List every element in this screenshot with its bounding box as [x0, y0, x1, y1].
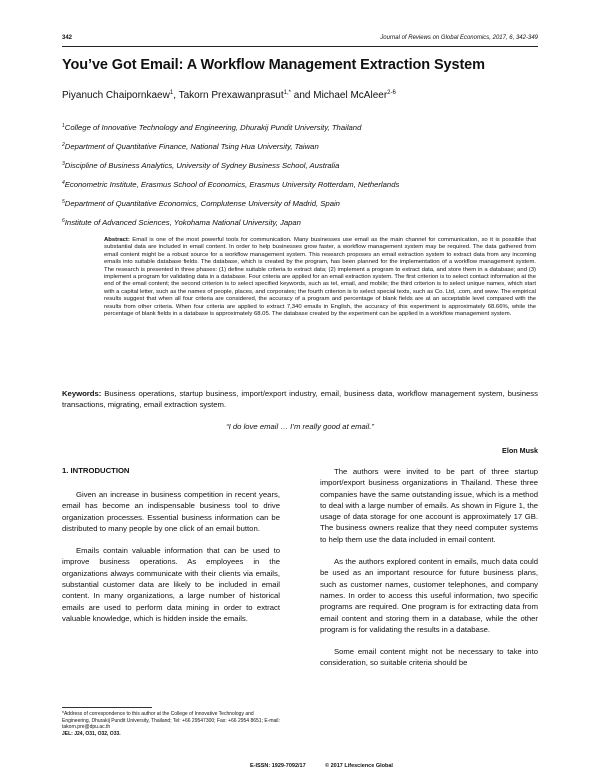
author-name: Michael McAleer — [313, 90, 388, 101]
affiliation-text: College of Innovative Technology and Engineering, Dhurakij Pundit University, Thailand — [64, 123, 362, 132]
affiliation-mark: 6 — [62, 218, 65, 224]
body-paragraph: Given an increase in business competition in recent years, email has become an indispensable business tool to drive organization processes. Essential business information can be distributed to many people by one click of an email button. — [62, 490, 280, 533]
affiliation — [62, 199, 340, 208]
author-list — [62, 90, 396, 101]
affiliation — [62, 180, 399, 189]
affiliation-mark: 2 — [62, 142, 65, 148]
affiliation-mark: 1 — [62, 123, 65, 129]
affiliation — [62, 123, 361, 132]
body-paragraph: Some email content might not be necessary to take into consideration, so suitable criteria should be — [320, 647, 538, 668]
affiliation-text: Discipline of Business Analytics, University of Sydney Business School, Australia — [64, 161, 340, 170]
affiliation — [62, 142, 319, 151]
abstract-text: Email is one of the most powerful tools for communication. Many businesses use email as the main channel for communication, so it is possible that substantial data are included in email content. In order to help businesses grow faster, a workflow management system may be required. The data gathered from email content might be a robust source for a workflow management system. This research proposes an email extraction system to extract data from any incoming emails into suitable database fields. The database, which is created by the program, has been planned for the implementation of a workflow management system. The research is presented in three phases: (1) define suitable criteria to extract data; (2) implement a program to extract data, and store them in a database; and (3) implement a program for validating data in a database. Four criteria are applied for an email extraction system. The first criterion is to select contact information at the end of the email content; the second criterion is to select specified keywords, such as tel, email, and mobile; the third criterion is to select unique names, which start with a capital letter, such as the names of people, places, and corporates; the fourth criterion is to select special texts, such as Co. Ltd, .com, and www. The empirical results suggest that when all four criteria are considered, the accuracy of a program and percentage of blank fields are at an acceptable level compared with the results from other criteria. When four criteria are applied to extract 7,340 emails in English, the accuracy of this experiment is approximately 68.66%, while the percentage of blank fields in a database is approximately 68.05. The database created by the experiment can be applied in a workflow management system. — [104, 237, 536, 318]
abstract — [104, 237, 536, 318]
affiliation — [62, 161, 339, 170]
journal-citation: Journal of Reviews on Global Economics, 2017, 6, 342-349 — [380, 35, 538, 41]
keywords-text: Business operations, startup business, import/export industry, email, business data, workflow management system, business transactions, migrating, email extraction system. — [62, 389, 538, 409]
body-paragraph: As the authors explored content in emails, much data could be used as an important resource for future business plans, such as customer names, customer telephones, and company names. In order to access this useful information, two specific programs are required. One program is for extracting data from email content and storing them in a database, while the other program is for validating the results in a database. — [320, 557, 538, 634]
abstract-label: Abstract: — [104, 237, 130, 243]
footer-issn: E-ISSN: 1929-7092/17 — [250, 763, 306, 769]
affiliation — [62, 218, 301, 227]
affiliation-text: Department of Quantitative Finance, National Tsing Hua University, Taiwan — [64, 142, 319, 151]
keywords-label: Keywords: — [62, 389, 102, 398]
paper-title: You’ve Got Email: A Workflow Management Extraction System — [62, 57, 485, 73]
body-paragraph: The authors were invited to be part of three startup import/export business organizations in Thailand. These three companies have the same outstanding issue, which is a method to deal with a large number of emails. As shown in Figure 1, the usage of data storage for one account is approximately 17 GB. The business owners realize that they need computer systems to help them use the data included in email content. — [320, 467, 538, 544]
epigraph-author: Elon Musk — [502, 446, 538, 455]
footer-copyright: © 2017 Lifescience Global — [325, 763, 393, 769]
running-header — [62, 33, 538, 47]
author-affil-mark: 2-6 — [387, 90, 396, 96]
author-separator: and — [290, 90, 314, 101]
correspondence-note: *Address of correspondence to this author at the College of Innovative Technology and Engineering, Dhurakij Pundit University, Thailand; Tel: +66 29547300; Fax: +66 2954 8651; E-mail: takorn.pre@dpu.ac.th — [62, 711, 280, 730]
affiliation-text: Institute of Advanced Sciences, Yokohama National University, Japan — [64, 218, 301, 227]
jel-codes: JEL: J24, O31, O32, O33. — [62, 730, 121, 737]
author-affil-mark: 1 — [169, 90, 174, 96]
page-number: 342 — [62, 35, 73, 41]
keywords — [62, 389, 538, 410]
author-separator: , — [173, 90, 179, 101]
right-column — [320, 466, 538, 669]
footnote-divider — [62, 707, 152, 708]
affiliation-mark: 3 — [62, 161, 65, 167]
body-paragraph: Emails contain valuable information that can be used to improve business operations. As employees in the organizations always communicate with their clients via emails, substantial customer data are likely to be included in email content. In many organizations, a large number of historical emails are used to perform data mining in order to extract valuable knowledge, which is hidden inside the emails. — [62, 546, 280, 623]
author-affil-mark: 1,* — [283, 90, 291, 96]
section-heading: 1. INTRODUCTION — [62, 466, 130, 475]
footnote — [62, 711, 280, 737]
affiliation-text: Department of Quantitative Economics, Complutense University of Madrid, Spain — [64, 199, 340, 208]
epigraph-quote: “I do love email … I’m really good at email.” — [226, 422, 374, 431]
affiliation-mark: 5 — [62, 199, 65, 205]
affiliation-text: Econometric Institute, Erasmus School of Economics, Erasmus University Rotterdam, Netherlands — [64, 180, 400, 189]
author-name: Takorn Prexawanprasut — [178, 90, 284, 101]
author-name: Piyanuch Chaipornkaew — [62, 90, 170, 101]
affiliation-mark: 4 — [62, 180, 65, 186]
left-column — [62, 489, 280, 624]
